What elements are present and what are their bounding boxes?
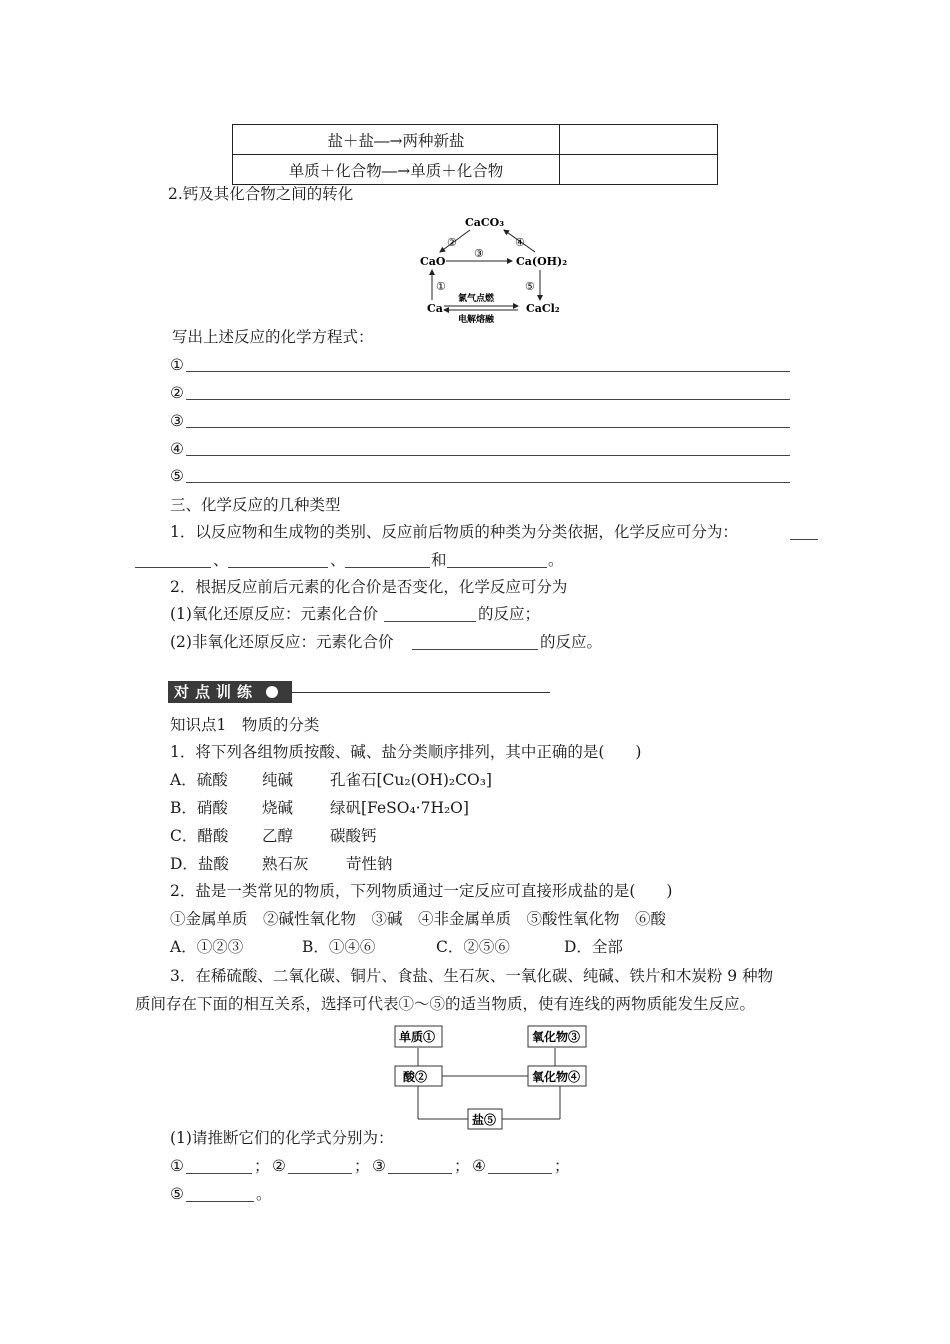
- banner-rule: [292, 692, 550, 693]
- slot-label-1: ①: [170, 1157, 184, 1175]
- option-d-label[interactable]: D．盐酸: [170, 855, 229, 873]
- punctuation: 。: [548, 551, 564, 569]
- table-row: [233, 155, 718, 185]
- option-a-label[interactable]: A．硫酸: [170, 771, 228, 789]
- separator: ；: [254, 1157, 270, 1175]
- reaction-table: [232, 124, 718, 185]
- answer-blank[interactable]: [384, 621, 476, 622]
- box-salt-5: 盐⑤: [472, 1113, 497, 1127]
- question-stem: 1．将下列各组物质按酸、碱、盐分类顺序排列，其中正确的是( ): [170, 743, 642, 761]
- equation-label-2: ②: [170, 384, 184, 402]
- banner-dot-icon: [266, 686, 278, 698]
- calcium-conversion-diagram: [410, 210, 580, 325]
- question-text: 2．根据反应前后元素的化合价是否变化，化学反应可分为: [170, 578, 568, 596]
- label-n4: ④: [515, 236, 525, 249]
- equation-label-1: ①: [170, 356, 184, 374]
- equation-prompt: 写出上述反应的化学方程式：: [172, 328, 374, 346]
- relation-diagram: [390, 1020, 600, 1130]
- separator: 、: [213, 551, 229, 569]
- slot-label-3: ③: [372, 1157, 386, 1175]
- subquestion-pre: (1)氧化还原反应：元素化合价: [170, 605, 378, 623]
- formula-blank-3[interactable]: [388, 1173, 452, 1174]
- option-b[interactable]: B．①④⑥: [302, 938, 376, 956]
- practice-banner: 对点训练: [168, 681, 292, 703]
- table-cell-reaction: 单质＋化合物―→单质＋化合物: [233, 155, 560, 185]
- label-n5: ⑤: [525, 280, 535, 293]
- option-b-salt: 绿矾[FeSO₄·7H₂O]: [330, 799, 469, 817]
- label-n2: ②: [447, 236, 457, 249]
- box-oxide-3: 氧化物③: [532, 1030, 581, 1044]
- node-ca: Ca: [427, 302, 443, 315]
- formula-blank-4[interactable]: [488, 1173, 552, 1174]
- option-c-label[interactable]: C．醋酸: [170, 827, 229, 845]
- formula-blank-1[interactable]: [186, 1173, 252, 1174]
- answer-line-3[interactable]: [186, 427, 790, 428]
- node-caoh2: Ca(OH)₂: [516, 255, 568, 268]
- table-row: [233, 125, 718, 155]
- option-c-base: 乙醇: [262, 827, 294, 845]
- option-a[interactable]: A．①②③: [170, 938, 244, 956]
- separator: ；: [554, 1157, 570, 1175]
- box-element-1: 单质①: [399, 1030, 436, 1044]
- answer-blank[interactable]: [135, 567, 211, 568]
- option-c-salt: 碳酸钙: [330, 827, 377, 845]
- knowledge-point-title: 知识点1 物质的分类: [170, 716, 320, 734]
- label-chlorine-ignite: 氯气点燃: [458, 294, 495, 304]
- separator: ；: [454, 1157, 470, 1175]
- label-electrolysis: 电解熔融: [458, 315, 495, 325]
- formula-blank-2[interactable]: [288, 1173, 352, 1174]
- answer-line-1[interactable]: [186, 371, 790, 372]
- node-caco3: CaCO₃: [465, 216, 505, 229]
- section-heading: 2.钙及其化合物之间的转化: [168, 185, 354, 203]
- answer-blank[interactable]: [447, 567, 547, 568]
- slot-label-2: ②: [272, 1157, 286, 1175]
- question-stem-cont: 质间存在下面的相互关系，选择可代表①～⑤的适当物质，使有连线的两物质能发生反应。: [135, 995, 756, 1013]
- node-cao: CaO: [420, 255, 446, 268]
- table-cell-reaction: 盐＋盐―→两种新盐: [233, 125, 560, 155]
- conjunction: 和: [431, 551, 447, 569]
- answer-blank[interactable]: [790, 539, 818, 540]
- box-oxide-4: 氧化物④: [532, 1070, 581, 1084]
- equation-label-4: ④: [170, 440, 184, 458]
- equation-label-5: ⑤: [170, 467, 184, 485]
- slot-label-5: ⑤: [170, 1185, 184, 1203]
- subquestion-post: 的反应；: [478, 605, 541, 623]
- label-n3: ③: [474, 247, 484, 260]
- option-b-label[interactable]: B．硝酸: [170, 799, 228, 817]
- slot-label-4: ④: [472, 1157, 486, 1175]
- question-text: 1．以反应物和生成物的类别、反应前后物质的种类为分类依据，化学反应可分为：: [170, 523, 738, 541]
- formula-blank-5[interactable]: [186, 1201, 254, 1202]
- answer-blank[interactable]: [345, 567, 430, 568]
- separator: 、: [330, 551, 346, 569]
- label-n1: ①: [436, 280, 446, 293]
- table-cell-answer: [560, 125, 718, 155]
- separator: ；: [354, 1157, 370, 1175]
- option-b-base: 烧碱: [262, 799, 294, 817]
- box-acid-2: 酸②: [403, 1070, 428, 1084]
- punctuation: 。: [256, 1185, 272, 1203]
- option-d-salt: 苛性钠: [346, 855, 393, 873]
- answer-line-5[interactable]: [186, 482, 790, 483]
- equation-label-3: ③: [170, 412, 184, 430]
- option-a-salt: 孔雀石[Cu₂(OH)₂CO₃]: [330, 771, 492, 789]
- question-stem: 2．盐是一类常见的物质，下列物质通过一定反应可直接形成盐的是( ): [170, 882, 673, 900]
- option-d-base: 熟石灰: [262, 855, 309, 873]
- answer-line-4[interactable]: [186, 455, 790, 456]
- table-cell-answer: [560, 155, 718, 185]
- answer-blank[interactable]: [412, 649, 538, 650]
- option-d[interactable]: D．全部: [564, 938, 623, 956]
- question-stem: 3．在稀硫酸、二氧化碳、铜片、食盐、生石灰、一氧化碳、纯碱、铁片和木炭粉 9 种物: [170, 967, 774, 985]
- option-a-base: 纯碱: [262, 771, 294, 789]
- subquestion: (1)请推断它们的化学式分别为：: [170, 1129, 394, 1147]
- subquestion-pre: (2)非氧化还原反应：元素化合价: [170, 633, 394, 651]
- answer-line-2[interactable]: [186, 399, 790, 400]
- answer-blank[interactable]: [228, 567, 328, 568]
- option-c[interactable]: C．②⑤⑥: [436, 938, 510, 956]
- section-heading: 三、化学反应的几种类型: [170, 496, 341, 514]
- node-cacl2: CaCl₂: [526, 302, 560, 315]
- subquestion-post: 的反应。: [540, 633, 603, 651]
- question-items: ①金属单质 ②碱性氧化物 ③碱 ④非金属单质 ⑤酸性氧化物 ⑥酸: [170, 910, 667, 928]
